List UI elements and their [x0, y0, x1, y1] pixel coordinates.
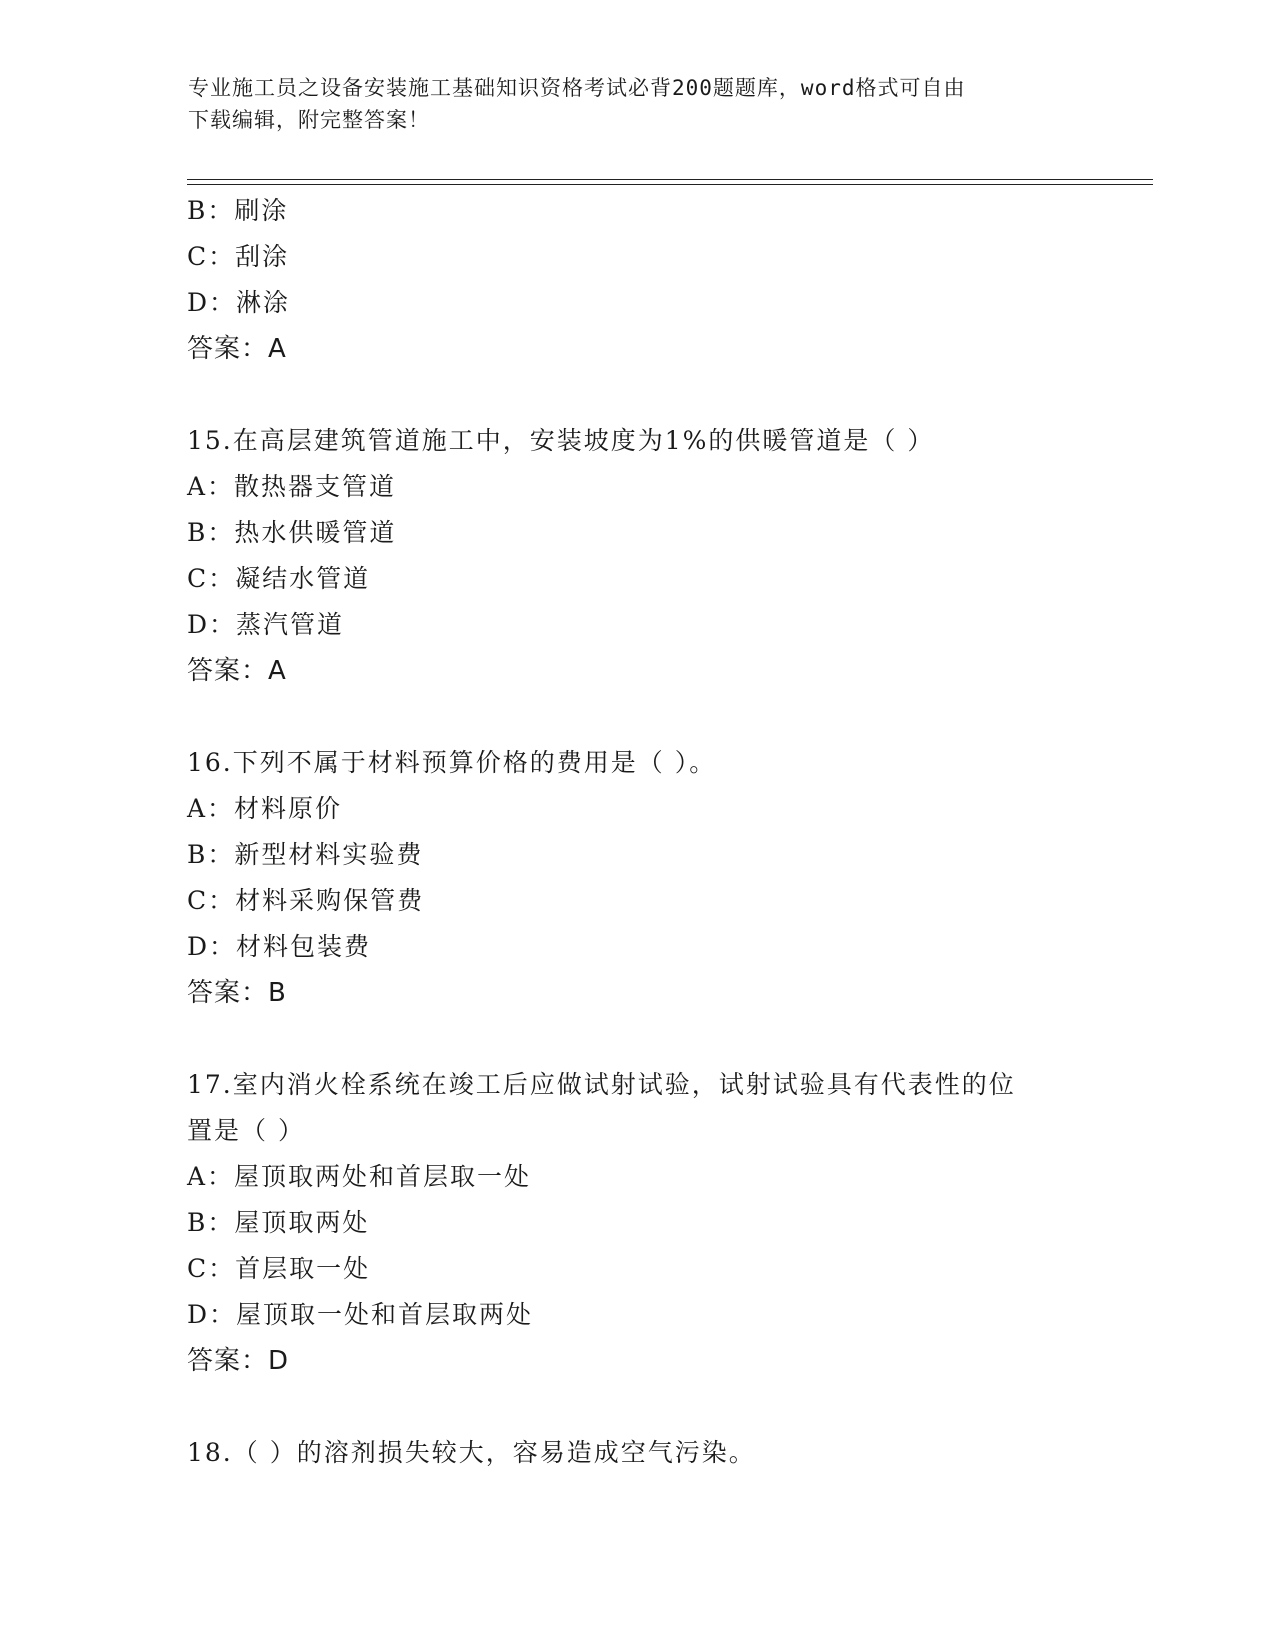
question-17: [187, 1062, 1087, 1384]
option-c: C：首层取一处: [187, 1254, 371, 1283]
question-text: 18.（ ）的溶剂损失较大，容易造成空气污染。: [187, 1438, 756, 1467]
spacer: [187, 1384, 1087, 1430]
answer: 答案：B: [187, 978, 287, 1008]
answer: 答案：A: [187, 334, 287, 364]
question-18: [187, 1430, 1087, 1476]
option-b: B：刷涂: [187, 196, 289, 225]
option-c: C：材料采购保管费: [187, 886, 425, 915]
document-header: [188, 72, 1088, 136]
option-c: C：刮涂: [187, 242, 290, 271]
question-content: [187, 188, 1087, 1476]
header-line-2: 下载编辑，附完整答案！: [188, 108, 430, 132]
option-a: A：散热器支管道: [187, 472, 397, 501]
option-d: D：屋顶取一处和首层取两处: [187, 1300, 534, 1329]
question-15: [187, 418, 1087, 694]
question-text-line-2: 置是（ ）: [187, 1116, 305, 1145]
question-text: 15.在高层建筑管道施工中，安装坡度为1%的供暖管道是（ ）: [187, 426, 935, 455]
spacer: [187, 372, 1087, 418]
option-b: B：屋顶取两处: [187, 1208, 370, 1237]
answer: 答案：A: [187, 656, 287, 686]
option-a: A：屋顶取两处和首层取一处: [187, 1162, 532, 1191]
spacer: [187, 1016, 1087, 1062]
question-text: 16.下列不属于材料预算价格的费用是（ ）。: [187, 748, 717, 777]
option-d: D：蒸汽管道: [187, 610, 345, 639]
option-c: C：凝结水管道: [187, 564, 371, 593]
question-16: [187, 740, 1087, 1016]
answer: 答案：D: [187, 1346, 290, 1376]
question-text-line-1: 17.室内消火栓系统在竣工后应做试射试验，试射试验具有代表性的位: [187, 1070, 1016, 1099]
option-d: D：材料包装费: [187, 932, 372, 961]
spacer: [187, 694, 1087, 740]
option-a: A：材料原价: [187, 794, 343, 823]
question-14: [187, 188, 1087, 372]
option-b: B：新型材料实验费: [187, 840, 424, 869]
header-rule-top: [187, 179, 1153, 180]
header-line-1: 专业施工员之设备安装施工基础知识资格考试必背200题题库，word格式可自由: [188, 76, 966, 100]
option-b: B：热水供暖管道: [187, 518, 397, 547]
option-d: D：淋涂: [187, 288, 291, 317]
header-rule-bottom: [187, 184, 1153, 185]
